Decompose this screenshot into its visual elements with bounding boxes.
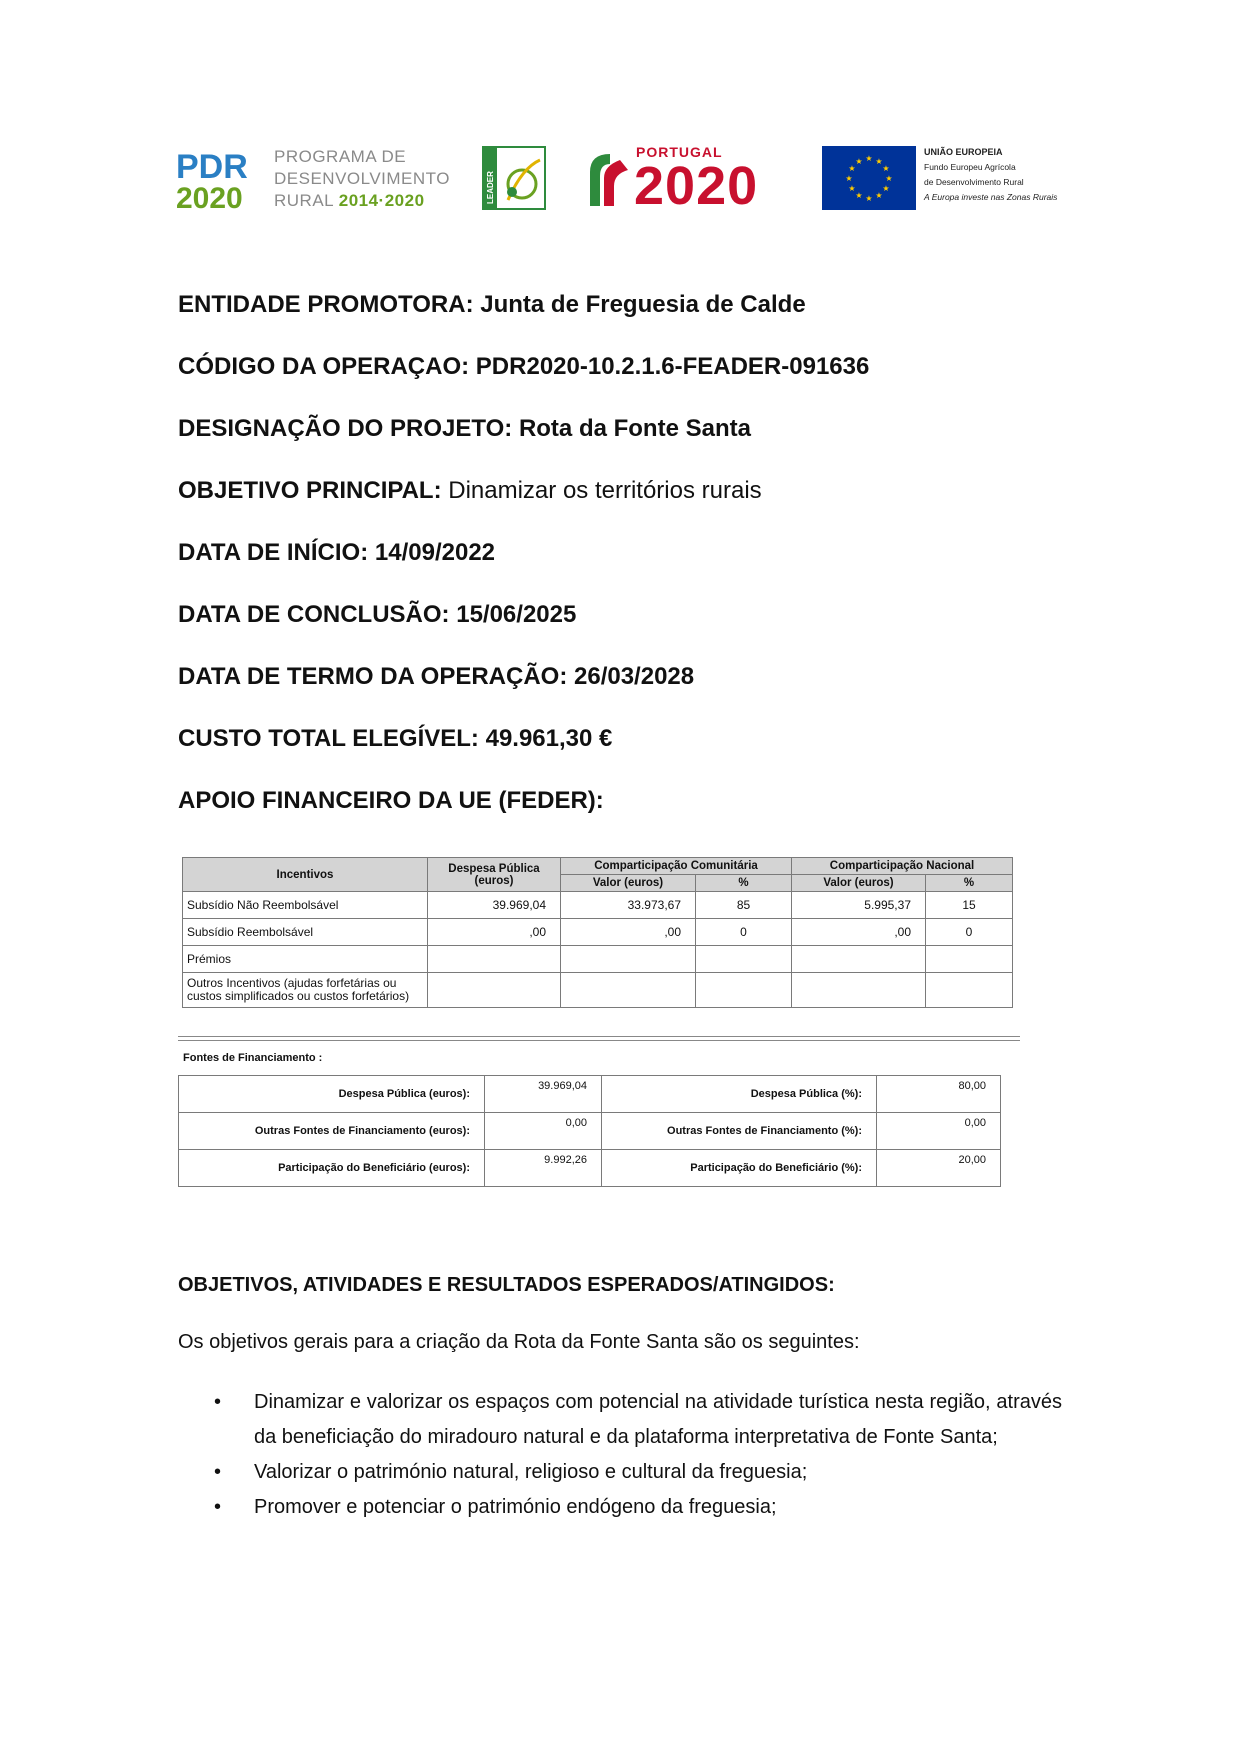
svg-text:★: ★ (845, 174, 853, 183)
svg-text:★: ★ (848, 164, 856, 173)
cell-com-valor (561, 973, 696, 1008)
table-row (183, 892, 1013, 919)
pdr2020-logo (176, 146, 456, 216)
cell-nac-valor (792, 973, 926, 1008)
field-data-conclusao: DATA DE CONCLUSÃO: 15/06/2025 (178, 601, 577, 628)
fontes-label: Despesa Pública (euros): (179, 1076, 485, 1113)
table-row (183, 973, 1013, 1008)
field-designacao: DESIGNAÇÃO DO PROJETO: Rota da Fonte Santa (178, 415, 751, 442)
svg-text:★: ★ (855, 191, 863, 200)
svg-text:★: ★ (865, 154, 873, 163)
fontes-title: Fontes de Financiamento : (183, 1052, 323, 1064)
field-apoio-financeiro: APOIO FINANCEIRO DA UE (FEDER): (178, 787, 604, 814)
table-row (179, 1076, 1001, 1113)
row-label: Prémios (183, 946, 428, 973)
objectives-heading: OBJETIVOS, ATIVIDADES E RESULTADOS ESPERADOS/ATINGIDOS: (178, 1274, 835, 1296)
portugal-word: PORTUGAL (636, 144, 723, 160)
field-objetivo: OBJETIVO PRINCIPAL: Dinamizar os territórios rurais (178, 477, 762, 504)
fontes-label: Participação do Beneficiário (%): (602, 1150, 877, 1187)
bullet-icon: • (214, 1461, 222, 1483)
fontes-value: 0,00 (877, 1113, 1001, 1150)
logo-band (176, 146, 1076, 216)
row-label: Subsídio Reembolsável (183, 919, 428, 946)
header-com-valor: Valor (euros) (561, 875, 696, 892)
eu-logo (822, 146, 1082, 212)
cell-com-pct (696, 946, 792, 973)
bullet-icon: • (214, 1391, 222, 1413)
header-nac-pct: % (926, 875, 1013, 892)
cell-com-pct (696, 973, 792, 1008)
leader-logo (482, 146, 546, 210)
cell-despesa: 39.969,04 (428, 892, 561, 919)
field-data-inicio: DATA DE INÍCIO: 14/09/2022 (178, 539, 496, 566)
svg-text:★: ★ (865, 194, 873, 203)
cell-com-valor (561, 946, 696, 973)
fontes-value: 0,00 (485, 1113, 602, 1150)
svg-text:★: ★ (855, 157, 863, 166)
table-row (183, 946, 1013, 973)
header-comparticipacao-nacional: Comparticipação Nacional (792, 858, 1013, 875)
table-row (179, 1113, 1001, 1150)
field-custo-total: CUSTO TOTAL ELEGÍVEL: 49.961,30 € (178, 725, 613, 752)
cell-nac-pct: 15 (926, 892, 1013, 919)
field-codigo: CÓDIGO DA OPERAÇAO: PDR2020-10.2.1.6-FEADER-091636 (178, 353, 870, 380)
fontes-label: Despesa Pública (%): (602, 1076, 877, 1113)
objectives-list (214, 1385, 1062, 1525)
incentives-table (182, 857, 1013, 1008)
cell-com-valor: 33.973,67 (561, 892, 696, 919)
svg-text:2020: 2020 (176, 182, 243, 210)
incentives-header-row (183, 858, 1013, 875)
svg-text:★: ★ (882, 164, 890, 173)
svg-text:★: ★ (875, 191, 883, 200)
header-incentivos: Incentivos (183, 858, 428, 892)
cell-nac-valor: 5.995,37 (792, 892, 926, 919)
svg-text:PDR: PDR (176, 148, 248, 186)
fontes-value: 20,00 (877, 1150, 1001, 1187)
header-despesa-publica: Despesa Pública (euros) (428, 858, 561, 892)
svg-text:LEADER: LEADER (486, 171, 495, 204)
svg-text:★: ★ (885, 174, 893, 183)
bullet-icon: • (214, 1496, 222, 1518)
svg-text:★: ★ (875, 157, 883, 166)
cell-nac-valor: ,00 (792, 919, 926, 946)
row-label: Subsídio Não Reembolsável (183, 892, 428, 919)
eu-flag-icon (822, 146, 916, 210)
header-nac-valor: Valor (euros) (792, 875, 926, 892)
list-item: • Valorizar o património natural, religioso e cultural da freguesia; (214, 1455, 1062, 1490)
cell-despesa: ,00 (428, 919, 561, 946)
portugal-year: 2020 (634, 156, 759, 216)
table-row (183, 919, 1013, 946)
fontes-table (178, 1075, 1001, 1187)
svg-text:★: ★ (882, 184, 890, 193)
objectives-intro: Os objetivos gerais para a criação da Rota da Fonte Santa são os seguintes: (178, 1331, 860, 1353)
portugal-flag-swoosh-icon (586, 150, 632, 210)
fontes-value: 39.969,04 (485, 1076, 602, 1113)
field-entidade: ENTIDADE PROMOTORA: Junta de Freguesia de Calde (178, 291, 806, 318)
cell-com-valor: ,00 (561, 919, 696, 946)
list-item: • Promover e potenciar o património endógeno da freguesia; (214, 1490, 1062, 1525)
row-label: Outros Incentivos (ajudas forfetárias ou custos simplificados ou custos forfetários) (183, 973, 428, 1008)
fontes-value: 9.992,26 (485, 1150, 602, 1187)
fontes-label: Participação do Beneficiário (euros): (179, 1150, 485, 1187)
fontes-label: Outras Fontes de Financiamento (euros): (179, 1113, 485, 1150)
pdr-logo-text: PROGRAMA DE DESENVOLVIMENTO RURAL 2014·2020 (274, 147, 450, 210)
table-row (179, 1150, 1001, 1187)
fontes-label: Outras Fontes de Financiamento (%): (602, 1113, 877, 1150)
svg-text:★: ★ (848, 184, 856, 193)
list-item: • Dinamizar e valorizar os espaços com potencial na atividade turística nesta região, através da beneficiação do miradouro natural e da plataforma interpretativa de Fonte Santa; (214, 1385, 1062, 1455)
field-data-termo: DATA DE TERMO DA OPERAÇÃO: 26/03/2028 (178, 663, 695, 690)
pdr-mark-icon (176, 148, 266, 210)
double-divider (178, 1036, 1020, 1041)
eu-logo-text: UNIÃO EUROPEIA Fundo Europeu Agrícola de Desenvolvimento Rural A Europa investe nas Zonas Rurais (924, 147, 1058, 202)
cell-despesa (428, 973, 561, 1008)
cell-nac-valor (792, 946, 926, 973)
cell-nac-pct (926, 946, 1013, 973)
header-com-pct: % (696, 875, 792, 892)
leader-mark-icon (482, 146, 546, 210)
project-fields (178, 290, 869, 848)
cell-despesa (428, 946, 561, 973)
header-comparticipacao-comunitaria: Comparticipação Comunitária (561, 858, 792, 875)
cell-com-pct: 85 (696, 892, 792, 919)
cell-com-pct: 0 (696, 919, 792, 946)
portugal2020-logo (586, 146, 786, 216)
cell-nac-pct (926, 973, 1013, 1008)
cell-nac-pct: 0 (926, 919, 1013, 946)
fontes-value: 80,00 (877, 1076, 1001, 1113)
